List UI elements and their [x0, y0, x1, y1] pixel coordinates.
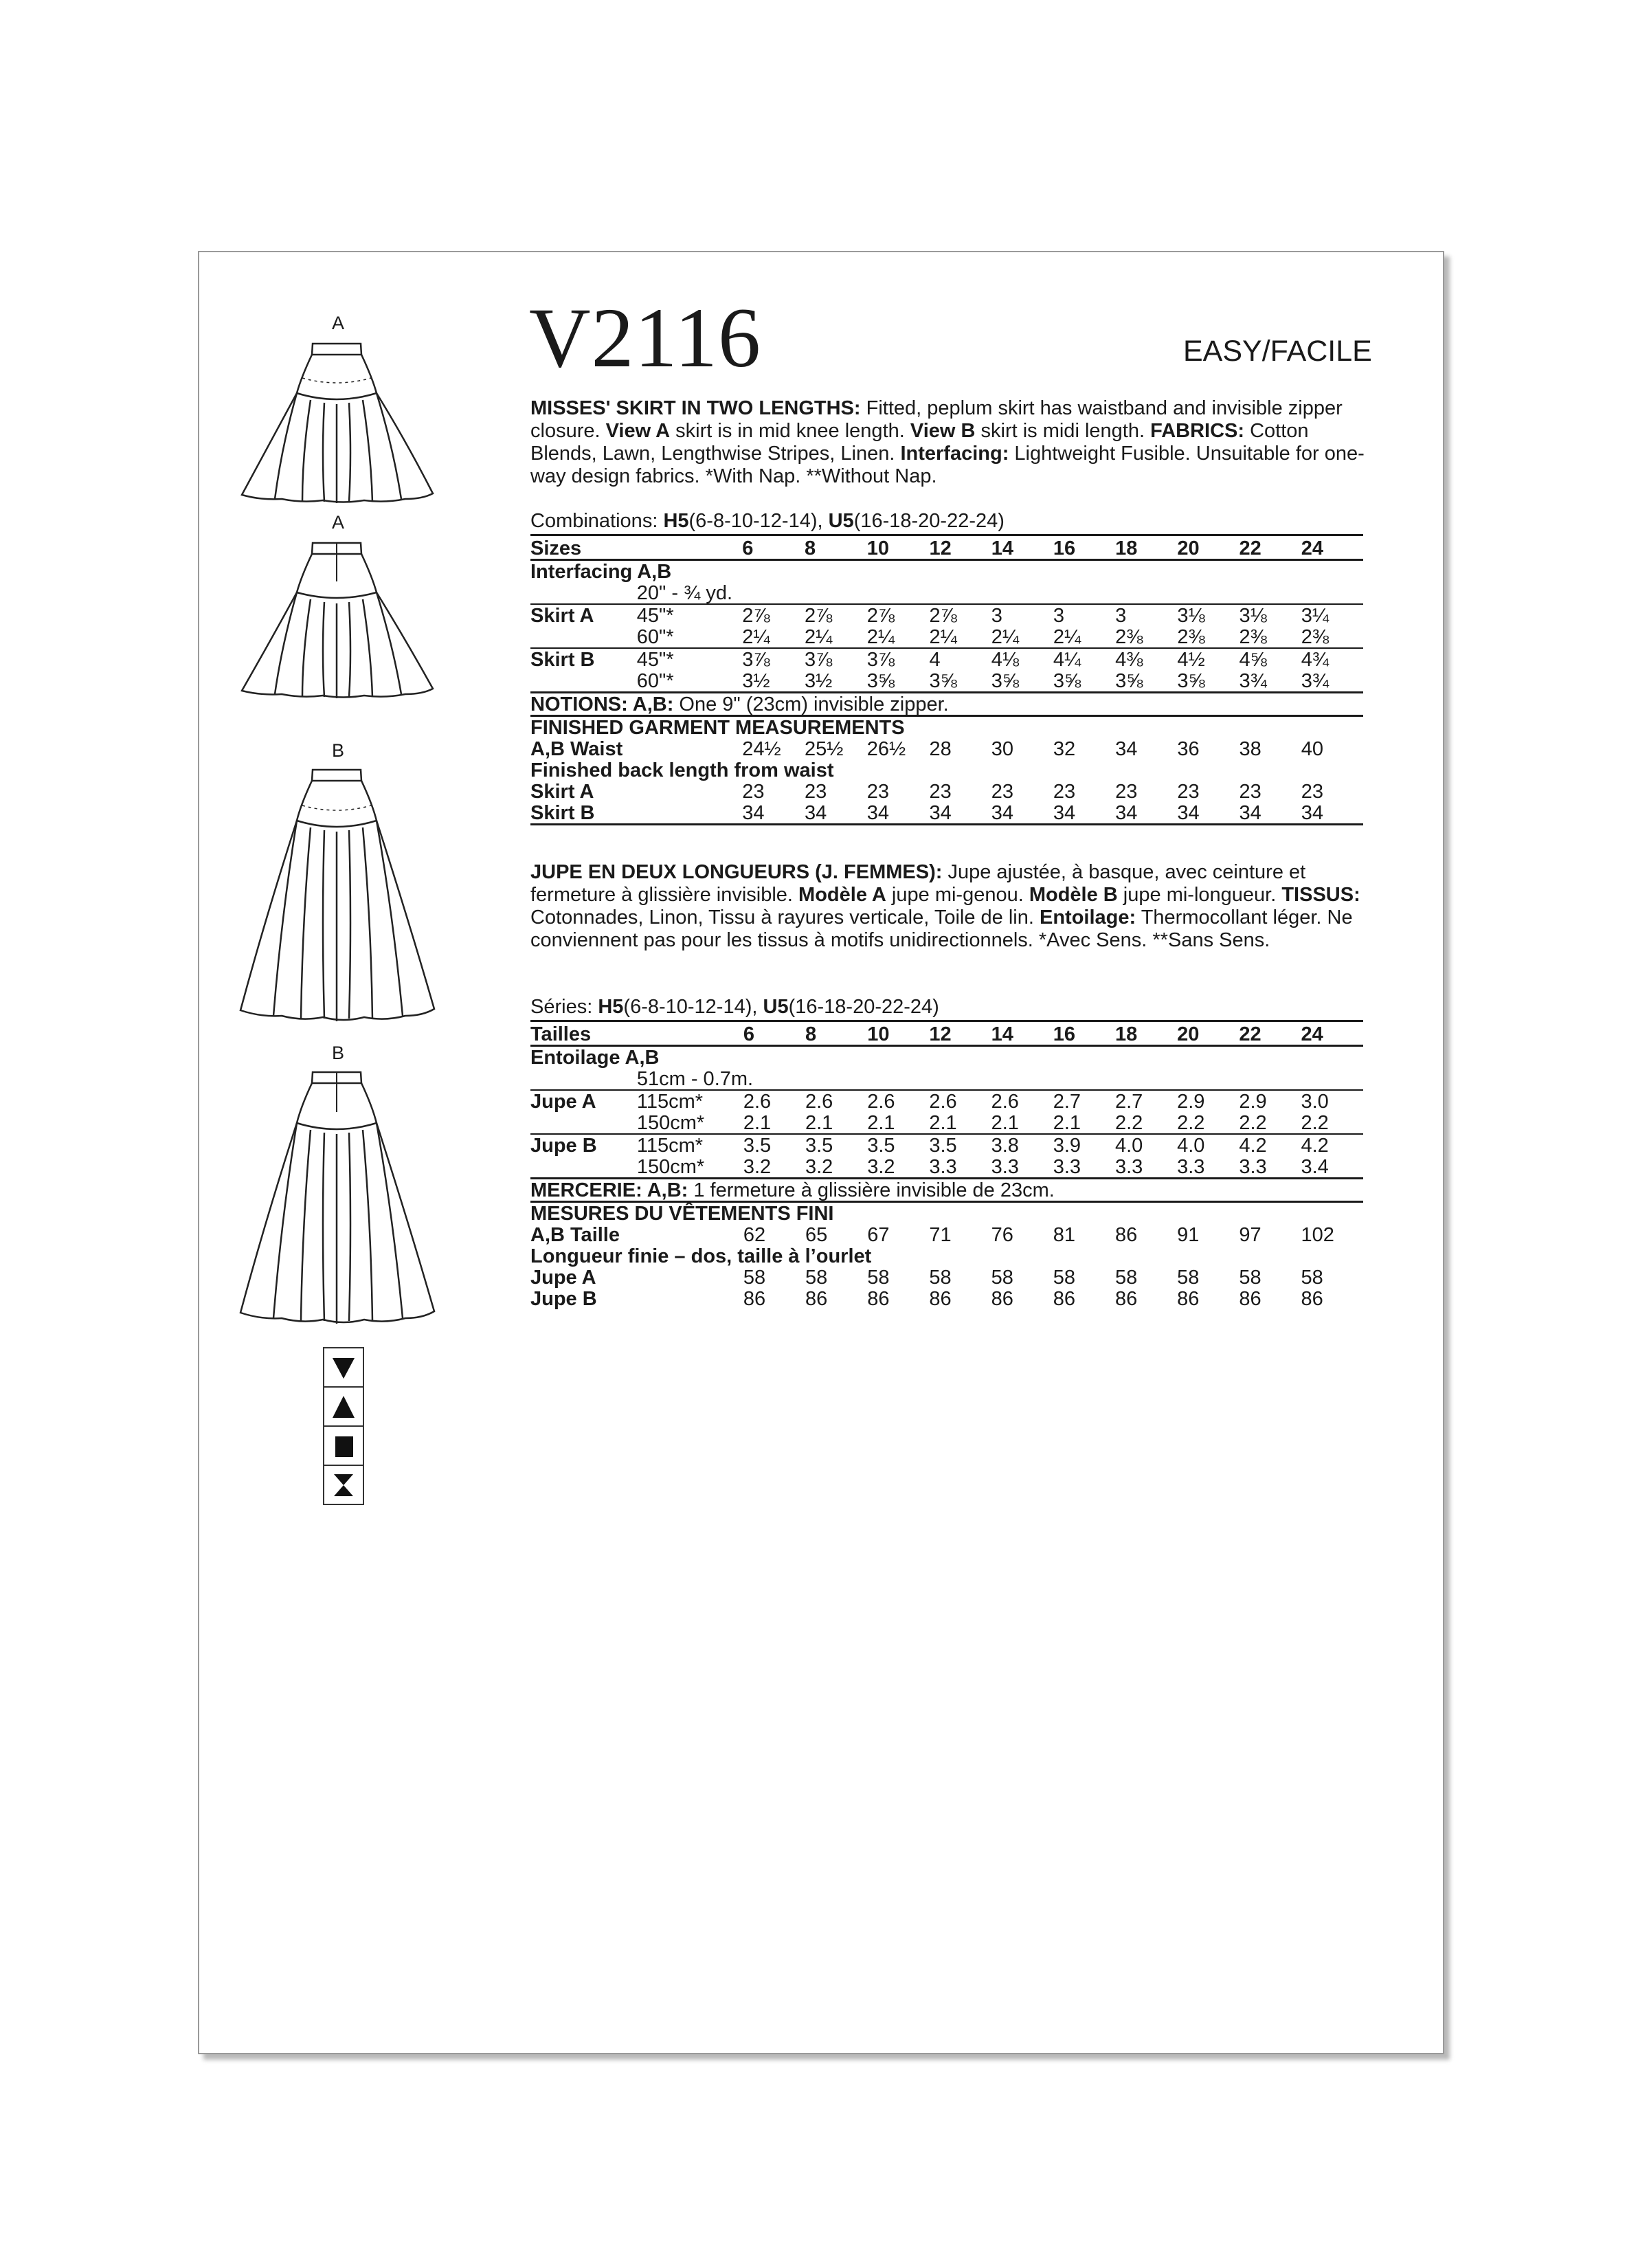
- metrage-cell: 4.0: [1115, 1134, 1177, 1156]
- longueur-label: Longueur finie – dos, taille à l’ourlet: [530, 1245, 872, 1267]
- measure-cell: 34: [1115, 738, 1138, 760]
- yardage-cell: 3⅞: [867, 648, 930, 670]
- skirt-a-back-sketch: [234, 536, 440, 701]
- measure-cell: 23: [1115, 781, 1138, 803]
- yardage-cell: 2⅞: [742, 604, 805, 626]
- entoilage-row-value: 51cm - 0.7m.: [636, 1068, 754, 1090]
- waist-label: A,B Waist: [530, 738, 623, 760]
- series-u5: U5: [763, 996, 789, 1018]
- entoilage-text: Thermocollant léger. Ne conviennent pas pour les tissus à motifs unidirectionnels. *Avec Sens. **Sans Sens.: [530, 907, 1353, 951]
- measure-cell: 23: [1053, 781, 1076, 803]
- metrage-cell: 4.0: [1177, 1134, 1239, 1156]
- yardage-cell: 3¾: [1301, 670, 1330, 692]
- metrage-cell: 2.9: [1177, 1090, 1239, 1112]
- tailles-label: Tailles: [530, 1021, 743, 1046]
- measure-cell: 34: [1115, 802, 1177, 825]
- measure-cell: 23: [866, 781, 890, 803]
- interfacing-row-value: 20" - ¾ yd.: [636, 582, 733, 604]
- measure-cell: 86: [991, 1288, 1013, 1310]
- width-label: 60"*: [636, 670, 674, 692]
- yardage-cell: 3: [1053, 604, 1115, 626]
- skirt-a-front-sketch: [234, 337, 440, 509]
- skirt-b-label: Skirt B: [530, 648, 637, 670]
- metrage-cell: 3.3: [929, 1156, 957, 1178]
- metrage-cell: 3.5: [929, 1134, 991, 1156]
- metrage-cell: 3.0: [1301, 1090, 1364, 1112]
- metrage-cell: 3.5: [867, 1134, 929, 1156]
- measure-cell: 36: [1177, 738, 1200, 760]
- pattern-number: V2116: [529, 291, 761, 385]
- size-cell: 12: [929, 1021, 991, 1046]
- yardage-cell: 3⅝: [1115, 670, 1143, 692]
- jupe-a-label: Jupe A: [530, 1090, 637, 1112]
- measure-cell: 58: [805, 1267, 828, 1289]
- measure-cell: 23: [1301, 781, 1323, 803]
- measure-cell: 58: [1177, 1267, 1200, 1289]
- measure-cell: 86: [743, 1288, 766, 1310]
- yardage-cell: 3¾: [1239, 670, 1267, 692]
- pattern-symbol-boxes: [323, 1347, 364, 1505]
- measure-cell: 86: [1053, 1288, 1076, 1310]
- yardage-cell: 4¼: [1053, 648, 1115, 670]
- yardage-cell: 3⅞: [742, 648, 805, 670]
- sizes-label: Sizes: [530, 535, 742, 560]
- length-a-label: Skirt A: [530, 781, 594, 803]
- measure-cell: 23: [1239, 781, 1261, 803]
- metrage-cell: 2.2: [1177, 1112, 1205, 1134]
- measure-cell: 86: [1239, 1288, 1261, 1310]
- triangle-down-icon: [323, 1347, 364, 1386]
- yardage-cell: 3⅝: [866, 670, 895, 692]
- measure-cell: 34: [1053, 802, 1115, 825]
- metrage-cell: 3.3: [1114, 1156, 1143, 1178]
- size-cell: 10: [867, 535, 930, 560]
- metrage-cell: 3.2: [867, 1156, 895, 1178]
- model-b-label: Modèle B: [1029, 884, 1118, 906]
- measure-cell: 38: [1239, 738, 1261, 760]
- metrage-cell: 3.9: [1053, 1134, 1115, 1156]
- english-yardage-table: [530, 534, 1363, 825]
- difficulty-label: EASY/FACILE: [1183, 335, 1372, 368]
- mercerie-text: 1 fermeture à glissière invisible de 23cm.: [688, 1179, 1055, 1201]
- view-label-a-back: A: [331, 512, 344, 533]
- title: MISSES' SKIRT IN TWO LENGTHS:: [530, 397, 861, 419]
- metrage-cell: 3.3: [1177, 1156, 1205, 1178]
- french-yardage-table: [530, 1020, 1363, 1309]
- desc-text: skirt is in mid knee length.: [670, 420, 910, 442]
- mesures-label: MESURES DU VÊTEMENTS FINI: [530, 1202, 1363, 1225]
- combo-h5: H5: [663, 510, 689, 532]
- measure-cell: 30: [991, 738, 1013, 760]
- yardage-cell: 4½: [1177, 648, 1239, 670]
- metrage-cell: 3.4: [1301, 1156, 1329, 1178]
- notions-label: NOTIONS: A,B:: [530, 693, 674, 715]
- tissus-text: Cotonnades, Linon, Tissu à rayures verticale, Toile de lin.: [530, 907, 1040, 929]
- measure-cell: 58: [1114, 1267, 1138, 1289]
- desc-text: jupe mi-longueur.: [1117, 884, 1282, 906]
- model-a-label: Modèle A: [798, 884, 886, 906]
- measure-cell: 71: [929, 1224, 952, 1246]
- width-label: 150cm*: [636, 1156, 705, 1178]
- metrage-cell: 2.7: [1115, 1090, 1177, 1112]
- desc-text: skirt is midi length.: [975, 420, 1145, 442]
- series-u5-sizes: (16-18-20-22-24): [788, 996, 939, 1018]
- size-cell: 18: [1115, 1021, 1177, 1046]
- metrage-cell: 2.6: [867, 1090, 929, 1112]
- size-cell: 24: [1301, 1021, 1364, 1046]
- measure-cell: 23: [991, 781, 1013, 803]
- yardage-cell: 2⅜: [1177, 626, 1205, 648]
- metrage-cell: 2.1: [1053, 1112, 1081, 1134]
- yardage-cell: 2¼: [1053, 626, 1081, 648]
- combo-u5: U5: [828, 510, 854, 532]
- metrage-cell: 2.9: [1239, 1090, 1301, 1112]
- french-title: JUPE EN DEUX LONGUEURS (J. FEMMES):: [530, 861, 943, 883]
- measure-cell: 58: [991, 1267, 1013, 1289]
- size-cell: 14: [991, 1021, 1053, 1046]
- metrage-cell: 2.1: [743, 1112, 772, 1134]
- desc-text: Fitted, peplum skirt has waistband and invisible zipper closure.: [530, 397, 1343, 442]
- length-b-label: Skirt B: [530, 802, 742, 825]
- metrage-cell: 2.1: [805, 1112, 833, 1134]
- measure-cell: 34: [805, 802, 867, 825]
- size-cell: 12: [930, 535, 991, 560]
- yardage-cell: 3¼: [1301, 604, 1363, 626]
- combinations-label: Combinations:: [530, 510, 664, 532]
- measure-cell: 97: [1239, 1224, 1261, 1246]
- yardage-cell: 2⅜: [1239, 626, 1267, 648]
- view-label-b: B: [331, 740, 344, 761]
- metrage-cell: 4.2: [1239, 1134, 1301, 1156]
- width-label: 115cm*: [637, 1134, 743, 1156]
- yardage-cell: 3⅞: [805, 648, 867, 670]
- combo-u5-sizes: (16-18-20-22-24): [853, 510, 1005, 532]
- measure-cell: 34: [742, 802, 805, 825]
- square-icon: [323, 1425, 364, 1465]
- series-line: [530, 996, 939, 1019]
- measure-cell: 86: [1114, 1224, 1138, 1246]
- metrage-cell: 2.2: [1239, 1112, 1267, 1134]
- yardage-cell: 3⅛: [1239, 604, 1301, 626]
- size-cell: 8: [805, 1021, 867, 1046]
- measure-cell: 24½: [742, 738, 781, 760]
- entoilage-label: Entoilage:: [1040, 907, 1136, 929]
- interfacing-text: Lightweight Fusible. Unsuitable for one-way design fabrics. *With Nap. **Without Nap.: [530, 443, 1365, 487]
- back-length-label: Finished back length from waist: [530, 759, 834, 781]
- triangle-up-icon: [323, 1386, 364, 1425]
- measure-cell: 86: [1301, 1288, 1323, 1310]
- jupe-b-label: Jupe B: [530, 1134, 637, 1156]
- tissus-label: TISSUS:: [1281, 884, 1360, 906]
- taille-label: A,B Taille: [530, 1224, 620, 1246]
- mercerie-row: [530, 1179, 1363, 1202]
- yardage-cell: 3⅝: [1177, 670, 1205, 692]
- yardage-cell: 2¼: [804, 626, 833, 648]
- yardage-cell: 3⅝: [1053, 670, 1081, 692]
- size-cell: 18: [1115, 535, 1177, 560]
- long-a-label: Jupe A: [530, 1267, 596, 1289]
- metrage-cell: 3.3: [991, 1156, 1019, 1178]
- fabrics-label: FABRICS:: [1150, 420, 1245, 442]
- metrage-cell: 2.6: [805, 1090, 867, 1112]
- series-h5: H5: [598, 996, 624, 1018]
- combinations-line: [530, 510, 1005, 533]
- size-cell: 8: [805, 535, 867, 560]
- size-cell: 10: [867, 1021, 929, 1046]
- metrage-cell: 2.2: [1301, 1112, 1329, 1134]
- yardage-cell: 3⅝: [991, 670, 1020, 692]
- measure-cell: 34: [1239, 802, 1301, 825]
- width-label: 115cm*: [637, 1090, 743, 1112]
- measure-cell: 58: [1053, 1267, 1076, 1289]
- measure-cell: 26½: [866, 738, 906, 760]
- measure-cell: 34: [930, 802, 991, 825]
- size-cell: 24: [1301, 535, 1363, 560]
- metrage-cell: 3.3: [1239, 1156, 1267, 1178]
- notions-row: [530, 693, 1363, 716]
- size-cell: 20: [1177, 535, 1239, 560]
- measure-cell: 65: [805, 1224, 828, 1246]
- metrage-cell: 2.6: [743, 1090, 805, 1112]
- metrage-cell: 3.5: [805, 1134, 867, 1156]
- yardage-cell: 3⅛: [1177, 604, 1239, 626]
- yardage-cell: 2¼: [991, 626, 1020, 648]
- measure-cell: 67: [867, 1224, 890, 1246]
- measure-cell: 58: [743, 1267, 766, 1289]
- measure-cell: 76: [991, 1224, 1013, 1246]
- size-cell: 22: [1239, 535, 1301, 560]
- size-cell: 6: [743, 1021, 805, 1046]
- measure-cell: 28: [929, 738, 952, 760]
- measure-cell: 23: [1177, 781, 1200, 803]
- yardage-cell: 2¼: [742, 626, 770, 648]
- measure-cell: 23: [804, 781, 827, 803]
- yardage-cell: 2⅞: [805, 604, 867, 626]
- measure-cell: 23: [742, 781, 765, 803]
- yardage-cell: 4⅝: [1239, 648, 1301, 670]
- width-label: 60"*: [636, 626, 674, 648]
- metrage-cell: 4.2: [1301, 1134, 1364, 1156]
- measure-cell: 34: [1301, 802, 1363, 825]
- yardage-cell: 2⅞: [867, 604, 930, 626]
- yardage-cell: 3½: [804, 670, 833, 692]
- finished-measurements-label: FINISHED GARMENT MEASUREMENTS: [530, 716, 1363, 739]
- sizes-row: [530, 535, 1363, 560]
- measure-cell: 91: [1177, 1224, 1200, 1246]
- measure-cell: 58: [867, 1267, 890, 1289]
- measure-cell: 58: [929, 1267, 952, 1289]
- yardage-cell: 4⅜: [1115, 648, 1177, 670]
- measure-cell: 81: [1053, 1224, 1076, 1246]
- measure-cell: 86: [867, 1288, 890, 1310]
- yardage-cell: 3: [991, 604, 1053, 626]
- size-cell: 16: [1053, 535, 1115, 560]
- notions-text: One 9" (23cm) invisible zipper.: [673, 693, 949, 715]
- mercerie-label: MERCERIE: A,B:: [530, 1179, 688, 1201]
- english-description: [530, 397, 1376, 488]
- long-b-label: Jupe B: [530, 1288, 597, 1310]
- desc-text: Jupe ajustée, à basque, avec ceinture et fermeture à glissière invisible.: [530, 861, 1306, 906]
- measure-cell: 58: [1239, 1267, 1261, 1289]
- measure-cell: 86: [805, 1288, 828, 1310]
- desc-text: jupe mi-genou.: [886, 884, 1029, 906]
- view-label-a: A: [331, 313, 344, 333]
- series-label: Séries:: [530, 996, 598, 1018]
- view-label-b-back: B: [331, 1043, 344, 1063]
- series-h5-sizes: (6-8-10-12-14),: [623, 996, 763, 1018]
- metrage-cell: 3.3: [1053, 1156, 1081, 1178]
- width-label: 150cm*: [636, 1112, 705, 1134]
- size-cell: 22: [1239, 1021, 1301, 1046]
- measure-cell: 102: [1301, 1224, 1334, 1246]
- measure-cell: 34: [1177, 802, 1239, 825]
- size-cell: 20: [1177, 1021, 1239, 1046]
- width-label: 45"*: [637, 648, 742, 670]
- yardage-cell: 3½: [742, 670, 770, 692]
- yardage-cell: 4¾: [1301, 648, 1363, 670]
- metrage-cell: 2.1: [991, 1112, 1019, 1134]
- fabrics-text: Cotton Blends, Lawn, Lengthwise Stripes, Linen.: [530, 420, 1309, 465]
- width-label: 45"*: [637, 604, 742, 626]
- measure-cell: 62: [743, 1224, 766, 1246]
- metrage-cell: 2.6: [991, 1090, 1053, 1112]
- measure-cell: 34: [867, 802, 930, 825]
- skirt-b-back-sketch: [234, 1065, 440, 1340]
- view-a-label: View A: [605, 420, 671, 442]
- french-description: [530, 861, 1376, 952]
- size-cell: 16: [1053, 1021, 1115, 1046]
- metrage-cell: 2.1: [867, 1112, 895, 1134]
- measure-cell: 23: [929, 781, 952, 803]
- interfacing-label: Interfacing:: [900, 443, 1009, 465]
- measure-cell: 86: [1177, 1288, 1200, 1310]
- metrage-cell: 3.2: [805, 1156, 833, 1178]
- metrage-cell: 2.1: [929, 1112, 957, 1134]
- metrage-cell: 2.2: [1114, 1112, 1143, 1134]
- metrage-cell: 3.2: [743, 1156, 772, 1178]
- size-cell: 14: [991, 535, 1053, 560]
- view-b-label: View B: [910, 420, 976, 442]
- yardage-cell: 3: [1115, 604, 1177, 626]
- skirt-a-label: Skirt A: [530, 604, 637, 626]
- measure-cell: 40: [1301, 738, 1323, 760]
- yardage-cell: 4: [930, 648, 991, 670]
- measure-cell: 86: [1114, 1288, 1138, 1310]
- size-cell: 6: [742, 535, 805, 560]
- yardage-cell: 2⅜: [1115, 626, 1143, 648]
- measure-cell: 34: [991, 802, 1053, 825]
- metrage-cell: 3.8: [991, 1134, 1053, 1156]
- measure-cell: 86: [929, 1288, 952, 1310]
- yardage-cell: 2⅜: [1301, 626, 1330, 648]
- measure-cell: 32: [1053, 738, 1076, 760]
- yardage-cell: 2⅞: [930, 604, 991, 626]
- hourglass-icon: [323, 1465, 364, 1505]
- interfacing-row-label: Interfacing A,B: [530, 561, 672, 583]
- yardage-cell: 2¼: [929, 626, 957, 648]
- yardage-cell: 2¼: [866, 626, 895, 648]
- metrage-cell: 2.6: [929, 1090, 991, 1112]
- yardage-cell: 3⅝: [929, 670, 957, 692]
- measure-cell: 58: [1301, 1267, 1323, 1289]
- measure-cell: 25½: [804, 738, 844, 760]
- metrage-cell: 3.5: [743, 1134, 805, 1156]
- yardage-cell: 4⅛: [991, 648, 1053, 670]
- skirt-b-front-sketch: [234, 763, 440, 1038]
- metrage-cell: 2.7: [1053, 1090, 1115, 1112]
- combo-h5-sizes: (6-8-10-12-14),: [688, 510, 829, 532]
- entoilage-row-label: Entoilage A,B: [530, 1047, 660, 1069]
